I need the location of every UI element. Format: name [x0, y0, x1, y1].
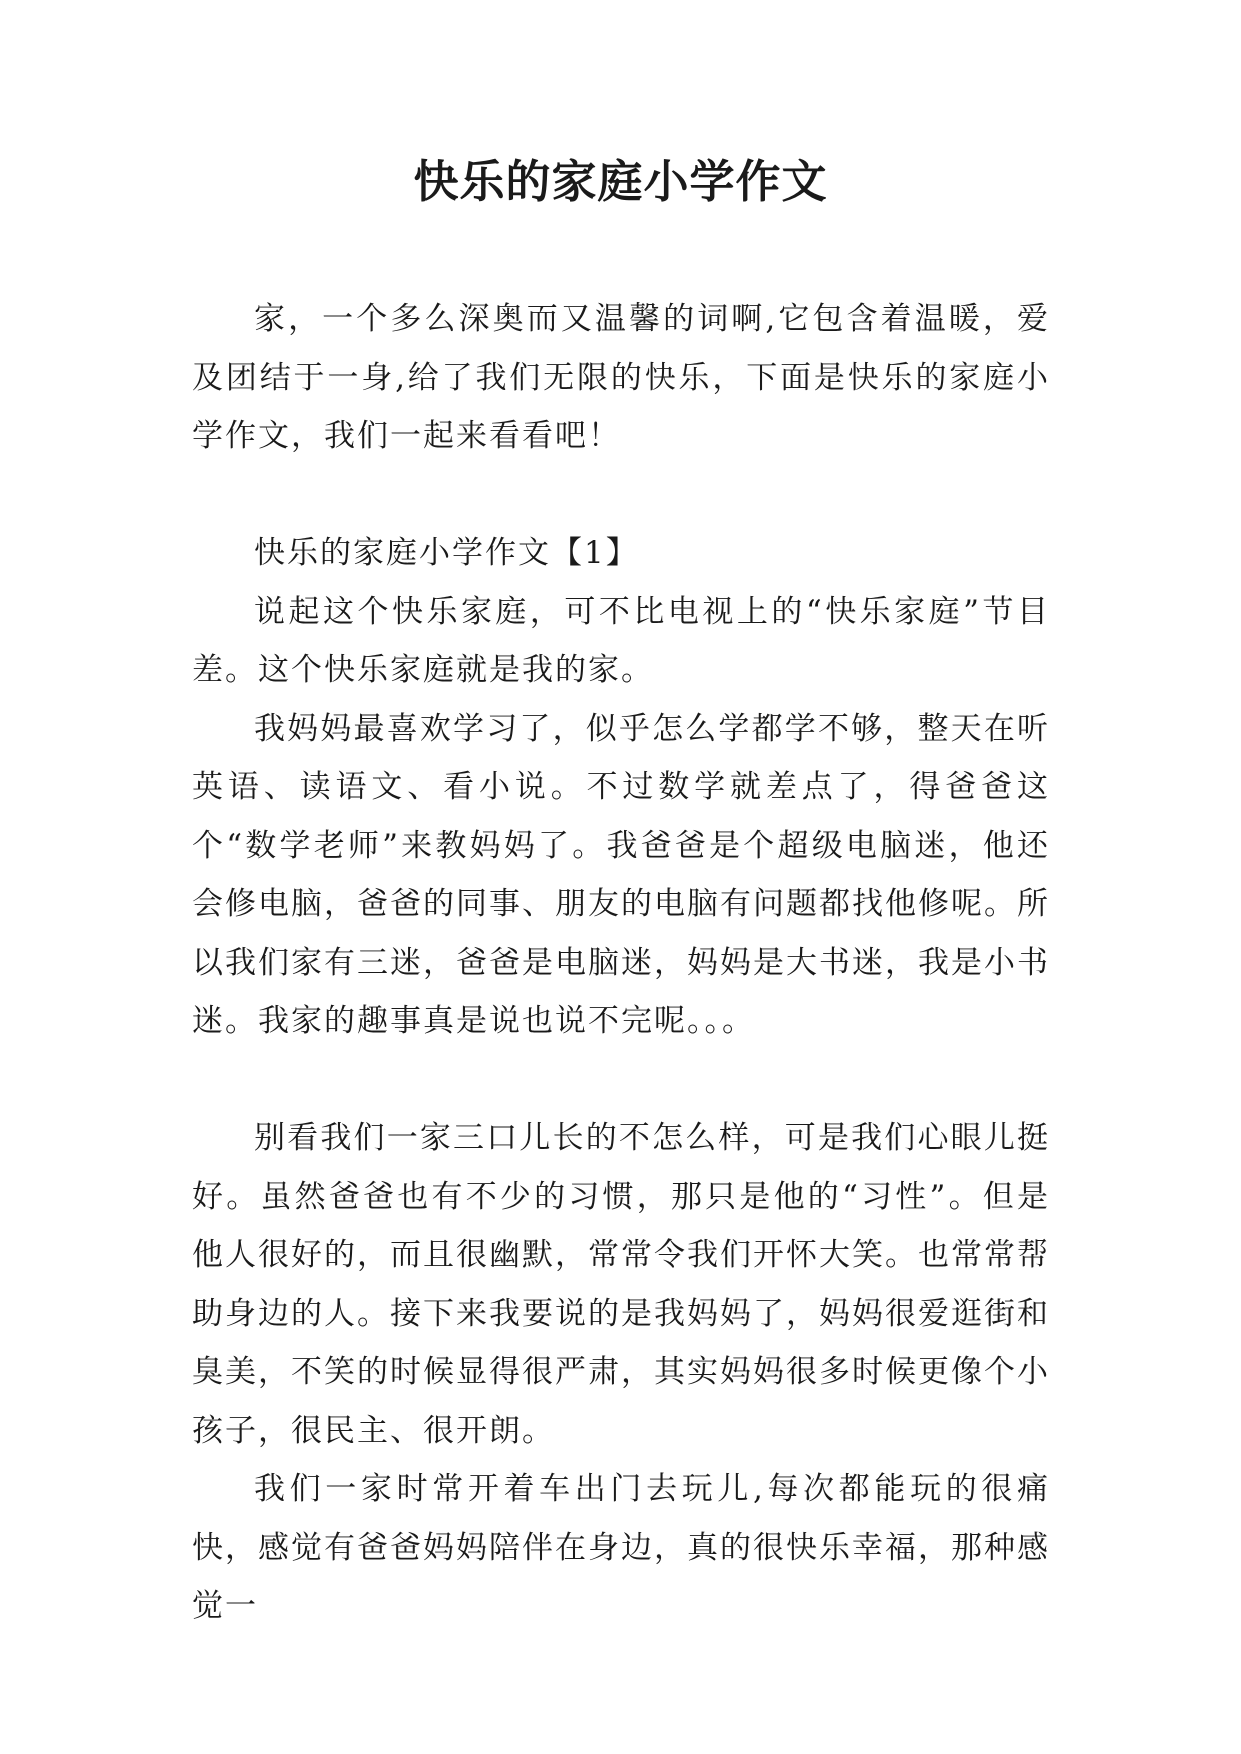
intro-paragraph: 家，一个多么深奥而又温馨的词啊,它包含着温暖，爱及团结于一身,给了我们无限的快乐，下面是快乐的家庭小学作文，我们一起来看看吧！: [192, 301, 1050, 454]
document-body: [192, 290, 1050, 1636]
document-title: 快乐的家庭小学作文: [413, 155, 828, 208]
body-paragraph: 别看我们一家三口儿长的不怎么样，可是我们心眼儿挺好。虽然爸爸也有不少的习惯，那只是他的“习性”。但是他人很好的，而且很幽默，常常令我们开怀大笑。也常常帮助身边的人。接下来我要说的是我妈妈了，妈妈很爱逛街和臭美，不笑的时候显得很严肃，其实妈妈很多时候更像个小孩子，很民主、很开朗。: [192, 1120, 1050, 1449]
body-paragraph: 说起这个快乐家庭，可不比电视上的“快乐家庭”节目差。这个快乐家庭就是我的家。: [192, 593, 1050, 688]
section-heading: 快乐的家庭小学作文【1】: [254, 535, 639, 571]
paragraph-spacer: [192, 1051, 1050, 1110]
body-paragraph: 我妈妈最喜欢学习了，似乎怎么学都学不够，整天在听英语、读语文、看小说。不过数学就差点了，得爸爸这个“数学老师”来教妈妈了。我爸爸是个超级电脑迷，他还会修电脑，爸爸的同事、朋友的电脑有问题都找他修呢。所以我们家有三迷，爸爸是电脑迷，妈妈是大书迷，我是小书迷。我家的趣事真是说也说不完呢。。。: [192, 710, 1050, 1039]
paragraph-spacer: [192, 466, 1050, 525]
body-paragraph: 我们一家时常开着车出门去玩儿,每次都能玩的很痛快，感觉有爸爸妈妈陪伴在身边，真的很快乐幸福，那种感觉一: [192, 1471, 1050, 1624]
